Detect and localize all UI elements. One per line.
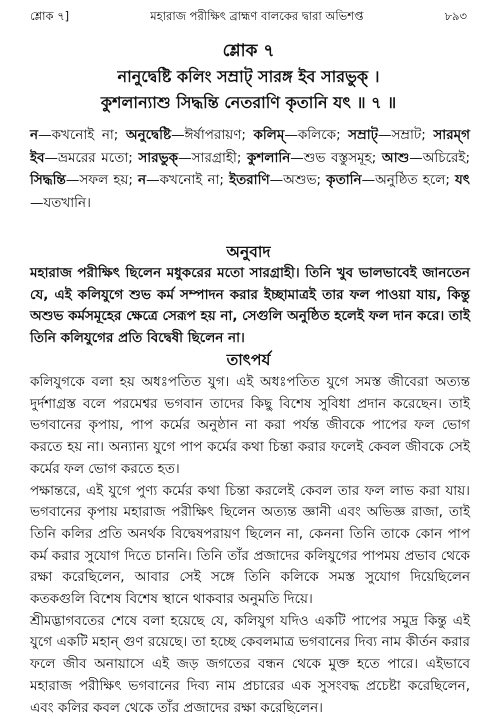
synonym-term: যৎ [455,172,470,188]
synonym-meaning: ভ্রমরের মতো; [58,149,139,166]
synonym-meaning: কখনোই না; [51,127,126,143]
purport-paragraph-3: শ্রীমদ্ভাগবতের শেষে বলা হয়েছে যে, কলিযুগ যদিও একটি পাপের সমুদ্র কিন্তু এই যুগে একটি মহান্ গুণ রয়েছে। তা হচ্ছে কেবলমাত্র ভগবানের দিব্য নাম কীর্তন করার ফলে জীব অনায়াসে এই জড় জগতের বন্ধন থেকে মুক্ত হতে পারে। এইভাবে মহারাজ পরীক্ষিৎ ভগবানের দিব্য নাম প্রচারের এক সুসংবদ্ধ প্রচেষ্টা করেছিলেন, এবং কলির কবল থেকে তাঁর প্রজাদের রক্ষা করেছিলেন। [30,612,470,716]
synonym-term: ইতরাণি [229,172,270,188]
purport-heading: তাৎপর্য [226,351,271,369]
synonym-meaning: কলিকে; [297,127,349,143]
synonym-term: সারম্‌গ ইব [30,127,470,166]
running-header [30,6,467,28]
synonym-term: কুশলানি [246,149,291,166]
synonym-meaning: সারগ্রাহী; [191,149,247,166]
verse-heading: শ্লোক ৭ [222,41,275,61]
verse-line-2: কুশলান্যাশু সিদ্ধন্তি নেতরাণি কৃতানি যৎ ॥ ৭ ॥ [100,93,397,112]
synonyms-block: ন—কখনোই না; অনুদ্বেষ্টি—ঈর্ষাপরায়ণ; কলিম্—কলিকে; সম্রাট্—সম্রাট; সারম্‌গ ইব—ভ্রমরের মতো; সারভুক্—সারগ্রাহী; কুশলানি—শুভ বস্তুসমূহ; আশু—অচিরেই; সিদ্ধন্তি—সফল হয়; ন—কখনোই না; ইতরাণি—অশুভ; কৃতানি—অনুষ্ঠিত হলে; যৎ—যতখানি। [30,127,470,211]
synonym-meaning: ঈর্ষাপরায়ণ; [184,127,254,143]
synonym-term: ন [30,127,39,143]
synonym-meaning: সফল হয়; [79,172,139,188]
purport-body [30,372,470,719]
synonym-meaning: অচিরেই; [422,149,470,166]
verse-line-1: নানুদ্বেষ্টি কলিং সম্রাট্ সারঙ্গ ইব সারভুক্ । [117,67,380,86]
synonym-meaning: সম্রাট; [391,127,434,143]
synonym-meaning: যতখানি। [43,194,91,211]
translation-text: মহারাজ পরীক্ষিৎ ছিলেন মধুকরের মতো সারগ্রাহী। তিনি খুব ভালভাবেই জানতেন যে, এই কলিযুগে শুভ কর্ম সম্পাদন করার ইচ্ছামাত্রই তার ফল পাওয়া যায়, কিন্তু অশুভ কর্মসমূহের ক্ষেত্রে সেরূপ হয় না, সেগুলি অনুষ্ঠিত হলেই ফল দান করে। তাই তিনি কলিযুগের প্রতি বিদ্বেষী ছিলেন না। [30,265,470,346]
synonym-term: আশু [381,149,410,166]
synonym-meaning: কখনোই না; [159,172,230,188]
synonym-term: সম্রাট্ [348,127,378,143]
synonym-meaning: অশুভ; [283,172,327,188]
synonym-term: অনুদ্বেষ্টি [125,127,172,143]
translation-heading: অনুবাদ [226,243,271,261]
page-number: ৮৯৩ [444,8,467,23]
synonym-meaning: অনুষ্ঠিত হলে; [375,172,455,188]
synonym-term: কৃতানি [326,172,362,188]
purport-paragraph-1: কলিযুগকে বলা হয় অধঃপতিত যুগ। এই অধঃপতিত যুগে সমস্ত জীবেরা অত্যন্ত দুর্দশাগ্রস্ত বলে পরমেশ্বর ভগবান তাদের কিছু বিশেষ সুবিধা প্রদান করেছেন। তাই ভগবানের কৃপায়, পাপ কর্মের অনুষ্ঠান না করা পর্যন্ত জীবকে পাপের ফল ভোগ করতে হয় না। অন্যান্য যুগে পাপ কর্মের কথা চিন্তা করার ফলেই কেবল জীবকে সেই কর্মের ফল ভোগ করতে হত। [30,374,470,477]
synonym-term: সারভুক্ [138,149,179,166]
synonym-term: ন [138,172,147,188]
header-chapter-title: মহারাজ পরীক্ষিৎ ব্রাহ্মণ বালকের দ্বারা অভিশপ্ত [150,8,364,23]
synonym-term: সিদ্ধন্তি [30,172,66,188]
synonym-meaning: শুভ বস্তুসমূহ; [303,149,382,166]
purport-paragraph-2: পক্ষান্তরে, এই যুগে পুণ্য কর্মের কথা চিন্তা করলেই কেবল তার ফল লাভ করা যায়। ভগবানের কৃপায় মহারাজ পরীক্ষিৎ ছিলেন অত্যন্ত জ্ঞানী এবং অভিজ্ঞ রাজা, তাই তিনি কলির প্রতি অনর্থক বিদ্বেষপরায়ণ ছিলেন না, কেননা তিনি তাকে কোন পাপ কর্ম করার সুযোগ দিতে চাননি। তিনি তাঁর প্রজাদের কলিযুগের পাপময় প্রভাব থেকে রক্ষা করেছিলেন, আবার সেই সঙ্গে তিনি কলিকে সমস্ত সুযোগ দিয়েছিলেন কতকগুলি বিশেষ বিশেষ স্থানে থাকবার অনুমতি দিয়ে। [30,482,470,608]
header-verse-ref: শ্লোক ৭] [30,8,70,23]
synonym-term: কলিম্ [253,127,285,143]
